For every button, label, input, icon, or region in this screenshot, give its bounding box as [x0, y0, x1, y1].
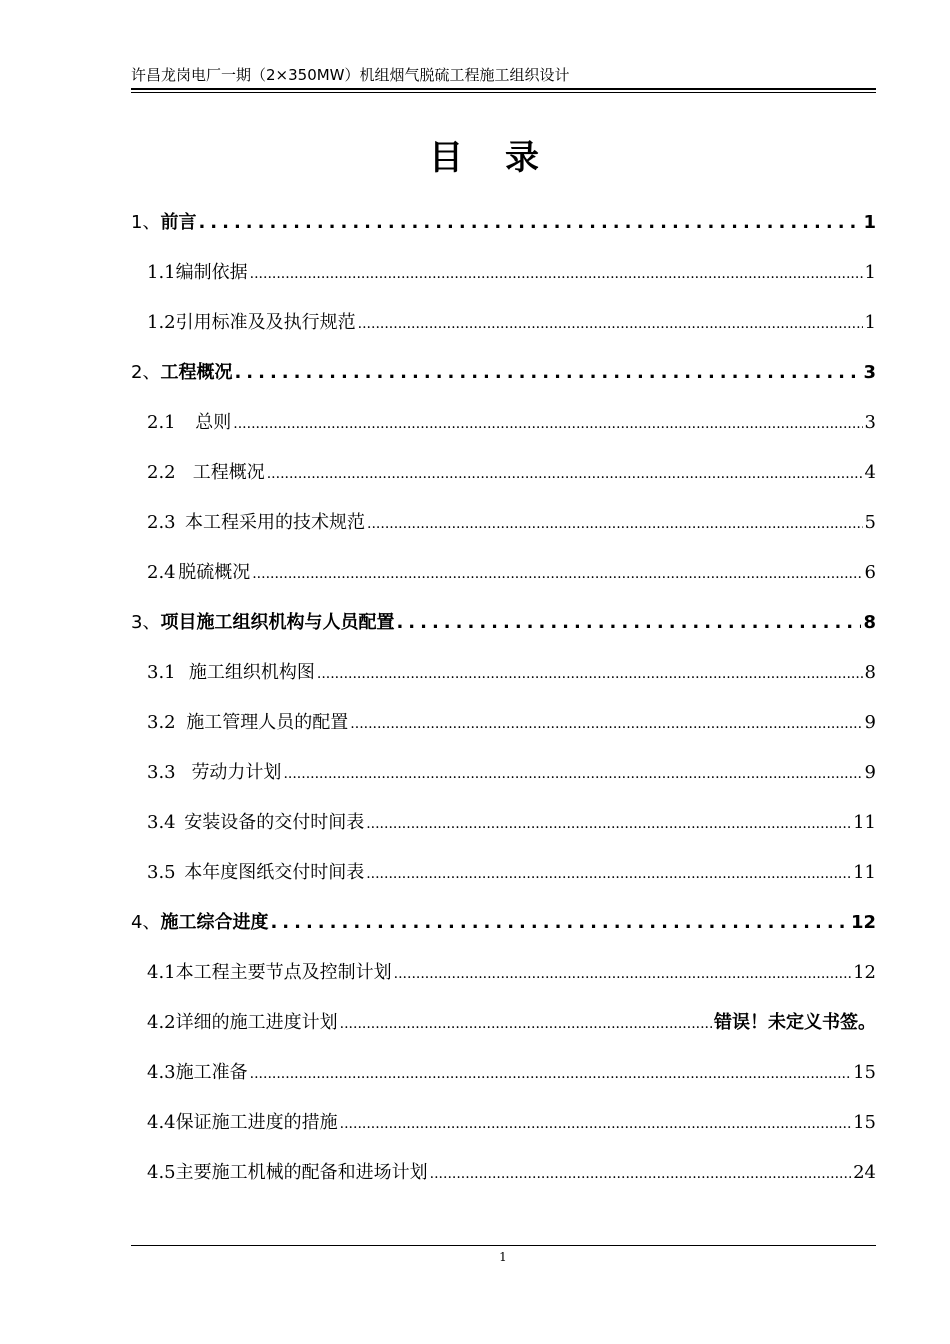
footer-rule	[131, 1245, 876, 1246]
toc-entry-text: 详细的施工进度计划	[175, 1012, 338, 1033]
toc-entry-number: 3.2	[147, 712, 176, 733]
dot-leader	[366, 799, 851, 849]
toc-entry-number: 4.1	[147, 962, 176, 983]
dot-leader	[234, 348, 861, 398]
toc-entry-text: 总则	[195, 412, 232, 433]
toc-entry-number: 2.3	[147, 512, 176, 533]
toc-entry-text: 保证施工进度的措施	[175, 1112, 338, 1133]
toc-entry[interactable]	[131, 1098, 876, 1148]
toc-entry-number: 3、	[131, 612, 161, 633]
toc-entry-text: 施工综合进度	[160, 912, 269, 933]
toc-entry-page: 3	[863, 362, 876, 383]
toc-entry-page: 24	[853, 1162, 876, 1183]
toc-entry-text: 施工准备	[175, 1062, 248, 1083]
dot-leader	[396, 598, 861, 648]
toc-entry-page: 15	[853, 1112, 876, 1133]
dot-leader	[394, 949, 851, 999]
toc-entry-number: 4、	[131, 912, 161, 933]
dot-leader	[267, 449, 863, 499]
toc-entry-text: 本工程主要节点及控制计划	[175, 962, 392, 983]
header-rule-thick	[131, 88, 876, 90]
toc-entry[interactable]	[131, 548, 876, 598]
toc-entry-text: 本工程采用的技术规范	[185, 512, 366, 533]
toc-entry-number: 3.1	[147, 662, 176, 683]
dot-leader	[350, 699, 862, 749]
dot-leader	[250, 249, 863, 299]
toc-entry-text: 劳动力计划	[191, 762, 282, 783]
toc-entry-page: 15	[853, 1062, 876, 1083]
toc-entry-page: 11	[853, 862, 876, 883]
dot-leader	[233, 399, 862, 449]
dot-leader	[366, 849, 851, 899]
dot-leader	[252, 549, 862, 599]
toc-entry[interactable]	[131, 348, 876, 398]
toc-entry-number: 4.2	[147, 1012, 176, 1033]
toc-entry-text: 编制依据	[175, 262, 248, 283]
toc-entry-number: 1.2	[147, 312, 176, 333]
toc-entry-page: 12	[850, 912, 876, 933]
toc-entry-text: 施工组织机构图	[188, 662, 315, 683]
toc-entry[interactable]	[131, 748, 876, 798]
toc-entry-number: 3.5	[147, 862, 176, 883]
toc-entry-page: 1	[863, 212, 876, 233]
dot-leader	[430, 1149, 851, 1199]
toc-entry-number: 1.1	[147, 262, 176, 283]
toc-entry[interactable]	[131, 948, 876, 998]
toc-entry-number: 2.4	[147, 562, 176, 583]
toc-entry-page: 9	[864, 712, 876, 733]
toc-entry-text: 本年度图纸交付时间表	[184, 862, 365, 883]
header-rule-thin	[131, 92, 876, 93]
toc-entry[interactable]	[131, 998, 876, 1048]
toc-entry[interactable]	[131, 398, 876, 448]
toc-entry[interactable]	[131, 1148, 876, 1198]
toc-entry-page: 6	[864, 562, 876, 583]
dot-leader	[340, 1099, 851, 1149]
toc-title: 目录	[429, 138, 581, 178]
toc-entry-page: 1	[864, 262, 876, 283]
toc-entry-text: 引用标准及及执行规范	[175, 312, 356, 333]
toc-entry[interactable]	[131, 798, 876, 848]
toc-entry-number: 4.5	[147, 1162, 176, 1183]
toc-entry-text: 工程概况	[160, 362, 233, 383]
toc-entry-text: 施工管理人员的配置	[186, 712, 349, 733]
toc-entry-page: 4	[864, 462, 876, 483]
page-header: 许昌龙岗电厂一期（2×350MW）机组烟气脱硫工程施工组织设计	[131, 66, 570, 84]
toc-entry-page: 3	[864, 412, 876, 433]
toc-entry-page: 8	[863, 612, 876, 633]
toc-entry-number: 4.4	[147, 1112, 176, 1133]
toc-entry[interactable]	[131, 648, 876, 698]
toc-entry-page: 11	[853, 812, 876, 833]
table-of-contents	[131, 198, 876, 1198]
toc-entry-text: 项目施工组织机构与人员配置	[160, 612, 395, 633]
toc-entry[interactable]	[131, 248, 876, 298]
toc-entry-number: 2、	[131, 362, 161, 383]
toc-entry-text: 工程概况	[192, 462, 265, 483]
toc-entry[interactable]	[131, 298, 876, 348]
toc-entry-text: 前言	[160, 212, 197, 233]
dot-leader	[250, 1049, 851, 1099]
dot-leader	[367, 499, 863, 549]
toc-entry-page: 5	[864, 512, 876, 533]
toc-entry[interactable]	[131, 598, 876, 648]
toc-entry[interactable]	[131, 448, 876, 498]
footer-page-number: 1	[499, 1250, 507, 1264]
toc-entry-text: 脱硫概况	[178, 562, 251, 583]
toc-entry[interactable]	[131, 1048, 876, 1098]
dot-leader	[358, 299, 863, 349]
toc-entry-number: 1、	[131, 212, 161, 233]
toc-entry-page: 1	[864, 312, 876, 333]
toc-entry-text: 主要施工机械的配备和进场计划	[175, 1162, 428, 1183]
toc-entry[interactable]	[131, 198, 876, 248]
dot-leader	[317, 649, 863, 699]
toc-entry[interactable]	[131, 698, 876, 748]
toc-entry[interactable]	[131, 498, 876, 548]
toc-entry-text: 安装设备的交付时间表	[184, 812, 365, 833]
dot-leader	[270, 898, 848, 948]
toc-entry-page: 8	[864, 662, 876, 683]
dot-leader	[198, 198, 861, 248]
toc-entry-number: 4.3	[147, 1062, 176, 1083]
toc-entry-page-error: 错误！未定义书签。	[714, 1012, 876, 1033]
toc-entry-number: 3.4	[147, 812, 176, 833]
toc-entry-page: 9	[864, 762, 876, 783]
toc-entry[interactable]	[131, 848, 876, 898]
toc-entry-number: 3.3	[147, 762, 176, 783]
dot-leader	[340, 999, 712, 1049]
dot-leader	[283, 749, 862, 799]
toc-entry-page: 12	[853, 962, 876, 983]
toc-entry-number: 2.2	[147, 462, 176, 483]
toc-entry[interactable]	[131, 898, 876, 948]
toc-entry-number: 2.1	[147, 412, 176, 433]
